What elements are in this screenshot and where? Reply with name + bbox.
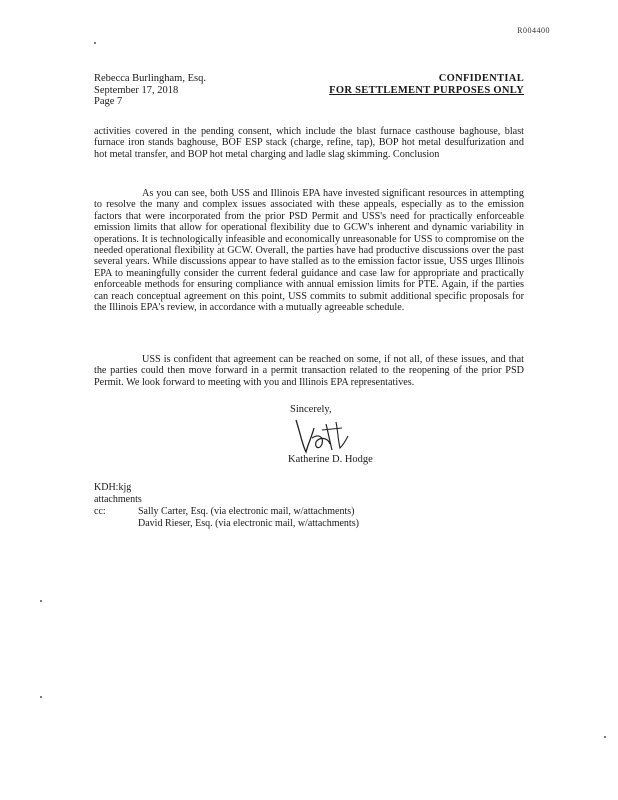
scan-speck — [604, 736, 606, 738]
cc-recipient: Sally Carter, Esq. (via electronic mail, w/attachments) — [138, 506, 355, 517]
header-left-block — [94, 73, 206, 108]
scan-speck — [94, 42, 96, 44]
scan-speck — [40, 600, 42, 602]
letter-date: September 17, 2018 — [94, 84, 179, 96]
signature-image — [292, 414, 352, 456]
paragraph-2: As you can see, both USS and Illinois EPA have invested significant resources in attempting to resolve the many and complex issues associated with these appeals, especially as to the emission factors that were incorporated from the prior PSD Permit and USS's need for practically enforceable emission limits that allow for operational flexibility due to GCW's inherent and dynamic variability in operations. It is technologically infeasible and economically unreasonable for USS to compromise on the needed operational flexibility at GCW. Overall, the parties have had productive discussions over the past several years. While discussions appear to have stalled as to the emission factor issue, USS urges Illinois EPA to meaningfully consider the current federal guidance and case law for appropriate and practically enforceable methods for ensuring compliance with annual emission limits for PTE. Again, if the parties can reach conceptual agreement on this point, USS commits to submit additional specific proposals for the Illinois EPA's review, in accordance with a mutually agreeable schedule. — [94, 188, 524, 314]
paragraph-3: USS is confident that agreement can be reached on some, if not all, of these issues, and that the parties could then move forward in a permit transaction related to the reopening of the prior PSD Permit. We look forward to meeting with you and Illinois EPA representatives. — [94, 354, 524, 388]
attachments-note: attachments — [94, 494, 142, 505]
page-number: Page 7 — [94, 96, 123, 107]
typist-initials: KDH:kjg — [94, 482, 132, 493]
closing-salutation: Sincerely, — [290, 404, 332, 415]
cc-label: cc: — [94, 506, 106, 517]
confidential-label: CONFIDENTIAL — [438, 73, 524, 84]
signer-name: Katherine D. Hodge — [288, 454, 373, 465]
settlement-label: FOR SETTLEMENT PURPOSES ONLY — [329, 84, 524, 96]
paragraph-1: activities covered in the pending consent, which include the blast furnace casthouse baghouse, blast furnace iron stands baghouse, BOF ESP stack (charge, refine, tap), BOP hot metal desulfurization and hot metal transfer, and BOP hot metal charging and ladle slag skimming. Conclusion — [94, 126, 524, 160]
scan-speck — [40, 696, 42, 698]
cc-list — [138, 506, 359, 529]
bates-number: R004400 — [517, 26, 550, 35]
header-right-block — [329, 73, 524, 96]
cc-recipient: David Rieser, Esq. (via electronic mail, w/attachments) — [138, 517, 359, 529]
recipient-name: Rebecca Burlingham, Esq. — [94, 73, 206, 84]
